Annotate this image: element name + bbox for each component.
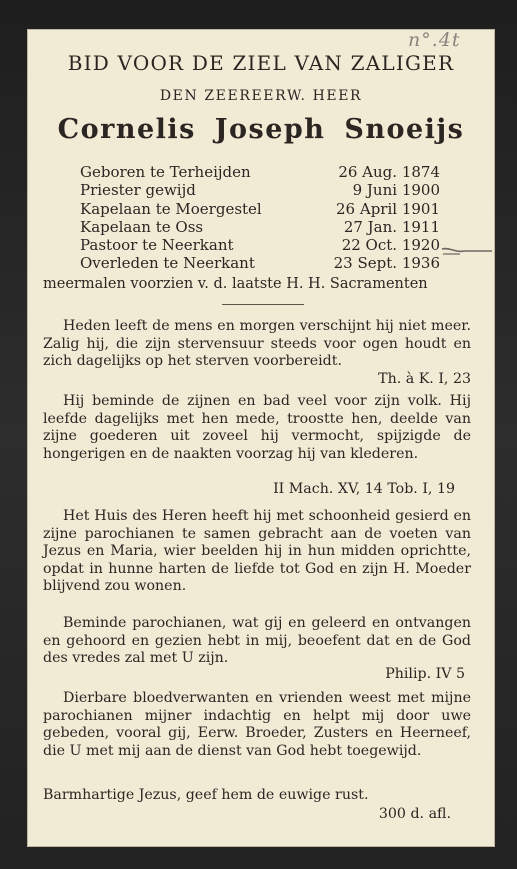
timeline-event: Kapelaan te Oss	[80, 217, 204, 236]
memorial-card	[27, 29, 495, 847]
paragraph-1: Heden leeft de mens en morgen verschijnt hij niet meer. Zalig hij, die zijn stervensuur steeds voor ogen houdt en zich dagelijks op het sterven voorbereidt.	[43, 318, 471, 369]
timeline-row	[80, 254, 440, 272]
timeline-row	[80, 218, 440, 236]
sacraments-line: meermalen voorzien v. d. laatste H. H. Sacramenten	[43, 276, 428, 292]
timeline-date: 22 Oct. 1920	[341, 236, 440, 255]
timeline-event: Geboren te Terheijden	[80, 163, 251, 181]
deceased-name: Cornelis Joseph Snoeijs	[57, 114, 465, 145]
divider	[222, 304, 304, 305]
timeline-event: Pastoor te Neerkant	[80, 236, 234, 255]
timeline-event: Overleden te Neerkant	[80, 254, 255, 273]
timeline-date: 23 Sept. 1936	[333, 254, 440, 273]
paragraph-3: Het Huis des Heren heeft hij met schoonheid gesierd en zijne parochianen te samen gebracht aan de voeten van Jezus en Maria, wier beelden hij in hun midden oprichtte, opdat in hunne harten de liefde tot God en zijn H. Moeder blijvend zou wonen.	[43, 508, 471, 594]
timeline-date: 27 Jan. 1911	[343, 217, 440, 236]
title-line: DEN ZEEREERW. HEER	[159, 88, 363, 104]
citation-4: Philip. IV 5	[385, 666, 465, 682]
timeline-date: 9 Juni 1900	[352, 181, 440, 200]
timeline-event: Kapelaan te Moergestel	[80, 199, 262, 218]
citation-2: II Mach. XV, 14 Tob. I, 19	[273, 481, 455, 497]
paragraph-2: Hij beminde de zijnen en bad veel voor zijn volk. Hij leefde dagelijks met hen mede, troostte hen, deelde van zijne goederen uit zoveel hij vermocht, spijzigde de hongerigen en de naakten voorzag hij van klederen.	[43, 393, 471, 462]
timeline-row	[80, 236, 440, 254]
citation-1: Th. à K. I, 23	[378, 371, 471, 387]
prayer-heading: BID VOOR DE ZIEL VAN ZALIGER	[67, 51, 455, 75]
timeline-row	[80, 181, 440, 199]
timeline-row	[80, 163, 440, 181]
timeline-row	[80, 200, 440, 218]
timeline-date: 26 Aug. 1874	[338, 163, 440, 181]
handwritten-note: n°.4t	[408, 29, 461, 51]
indulgence-note: 300 d. afl.	[378, 806, 451, 822]
pen-mark-icon	[440, 245, 495, 257]
life-timeline	[80, 163, 440, 273]
timeline-event: Priester gewijd	[80, 181, 196, 200]
paragraph-6: Barmhartige Jezus, geef hem de euwige rust.	[43, 787, 369, 803]
timeline-date: 26 April 1901	[336, 199, 440, 218]
paragraph-5: Dierbare bloedverwanten en vrienden weest met mijne parochianen mijner indachtig en helpt mij door uwe gebeden, vooral gij, Eerw. Broeder, Zusters en Heerneef, die U met mij aan de dienst van God hebt toegewijd.	[43, 690, 471, 759]
paragraph-4: Beminde parochianen, wat gij en geleerd en ontvangen en gehoord en gezien hebt in mij, beoefent dat en de God des vredes zal met U zijn.	[43, 615, 471, 666]
